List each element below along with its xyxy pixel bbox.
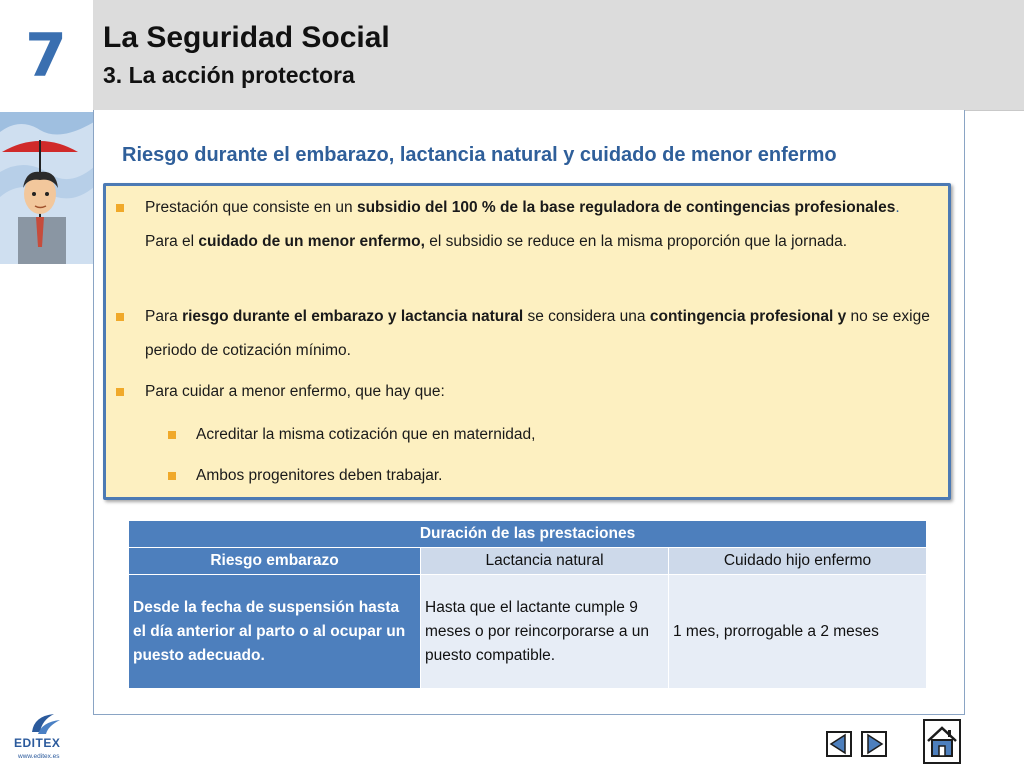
page-title: La Seguridad Social (103, 21, 390, 54)
next-slide-button[interactable] (861, 731, 887, 757)
table-cell: Hasta que el lactante cumple 9 meses o por reincorporarse a un puesto compatible. (421, 575, 669, 689)
bullet-text: Para el (145, 233, 199, 250)
bullet-text-bold: contingencia profesional y (649, 308, 847, 325)
square-bullet-icon (116, 313, 124, 321)
column-header: Cuidado hijo enfermo (669, 548, 927, 575)
square-bullet-icon (168, 431, 176, 439)
column-header: Riesgo embarazo (129, 548, 421, 575)
bullet-text-bold: subsidio del 100 % de la base reguladora de contingencias profesionales (356, 199, 896, 216)
section-title: Riesgo durante el embarazo, lactancia natural y cuidado de menor enfermo (122, 144, 837, 166)
table-row (129, 575, 927, 689)
table-title-row (129, 521, 927, 548)
bullet-text-dot: . (895, 199, 900, 216)
sub-bullet-item (196, 418, 896, 452)
table-title: Duración de las prestaciones (129, 521, 927, 548)
triangle-right-icon (863, 733, 885, 755)
bullet-text: Acreditar la misma cotización que en maternidad, (196, 426, 536, 443)
table-cell: Desde la fecha de suspensión hasta el día anterior al parto o al ocupar un puesto adecuado. (129, 575, 421, 689)
table-header-row (129, 548, 927, 575)
square-bullet-icon (168, 472, 176, 480)
bullet-text-bold: riesgo durante el embarazo y lactancia natural (182, 308, 524, 325)
bullet-text: Para cuidar a menor enfermo, que hay que: (145, 383, 445, 400)
bullet-item (145, 300, 935, 368)
editex-logo (14, 710, 76, 765)
column-header: Lactancia natural (421, 548, 669, 575)
logo-text: EDITEX (14, 736, 61, 750)
bullet-text: el subsidio se reduce en la misma proporción que la jornada. (424, 233, 848, 250)
square-bullet-icon (116, 204, 124, 212)
bullet-text: se considera una (523, 308, 650, 325)
table-cell: 1 mes, prorrogable a 2 meses (669, 575, 927, 689)
home-button[interactable] (923, 719, 961, 764)
home-icon (925, 721, 959, 762)
previous-slide-button[interactable] (826, 731, 852, 757)
bullet-item (145, 191, 935, 259)
bullet-text: Para (145, 308, 183, 325)
bullet-text: Ambos progenitores deben trabajar. (196, 467, 443, 484)
logo-url: www.editex.es (18, 753, 60, 760)
bullet-text: no se exige periodo de cotización mínimo. (145, 308, 930, 359)
header-bar (93, 0, 1024, 111)
square-bullet-icon (116, 388, 124, 396)
bullet-item (145, 375, 935, 409)
bullet-text-bold: cuidado de un menor enfermo, (198, 233, 425, 250)
bullet-text: Prestación que consiste en un (145, 199, 357, 216)
sub-bullet-item (196, 459, 896, 493)
man-with-umbrella-illustration (0, 112, 94, 264)
duration-table (128, 520, 927, 689)
page-subtitle: 3. La acción protectora (103, 62, 355, 88)
chapter-number: 7 (25, 21, 67, 91)
triangle-left-icon (828, 733, 850, 755)
editex-logo-mark-icon (14, 710, 76, 738)
